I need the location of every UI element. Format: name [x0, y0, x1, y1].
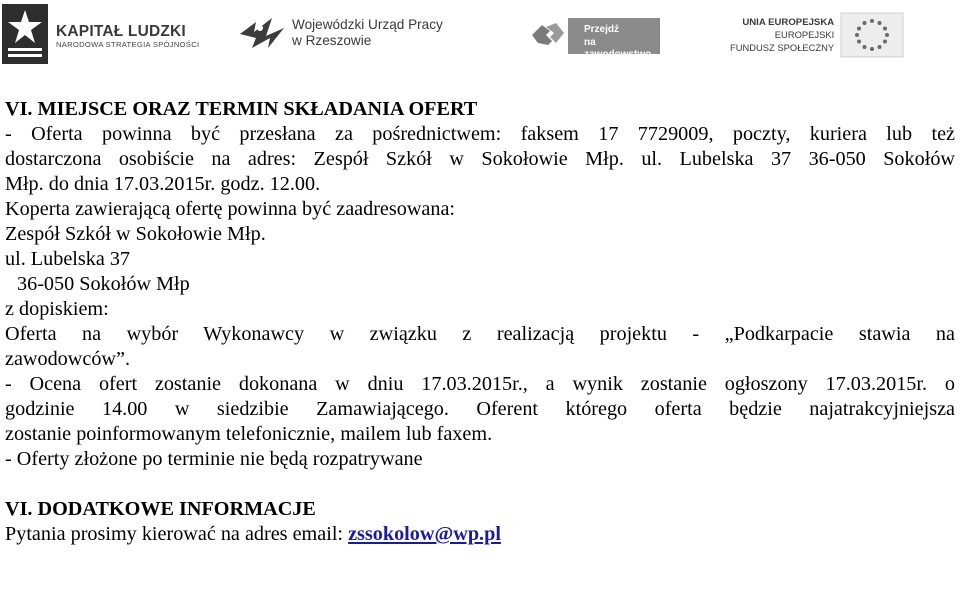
kapital-ludzki-logo: [2, 4, 199, 64]
przejdz-line2: na zawodowstwo: [584, 37, 652, 60]
ue-fund-line2: FUNDUSZ SPOŁECZNY: [730, 41, 835, 53]
kapital-ludzki-title: KAPITAŁ LUDZKI: [56, 22, 186, 40]
paragraph-line: dostarczona osobiście na adres: Zespół Szkół w Sokołowie Młp. ul. Lubelska 37 36-050 Sokołów: [5, 148, 955, 170]
wup-title-line1: Wojewódzki Urząd Pracy: [292, 17, 443, 32]
wup-emblem-icon: [238, 14, 286, 52]
contact-line: [5, 522, 955, 547]
paragraph-line: - Oferty złożone po terminie nie będą rozpatrywane: [5, 448, 423, 470]
ue-fund-line1: EUROPEJSKI: [774, 29, 835, 40]
handshake-icon: [532, 21, 564, 51]
kapital-ludzki-emblem-icon: [2, 4, 48, 64]
paragraph-line: zostanie poinformowanym telefonicznie, mailem lub faxem.: [5, 423, 493, 445]
paragraph-line: z dopiskiem:: [5, 298, 109, 320]
paragraph-line: godzinie 14.00 w siedzibie Zamawiającego. Oferent którego oferta będzie najatrakcyjniejsza: [5, 398, 955, 420]
paragraph-line: Koperta zawierającą ofertę powinna być zaadresowana:: [5, 198, 456, 220]
przejdz-badge: [568, 18, 660, 60]
wup-title-line2: w Rzeszowie: [292, 33, 372, 48]
section-heading-additional-info: VI. DODATKOWE INFORMACJE: [5, 498, 316, 520]
address-line: Zespół Szkół w Sokołowie Młp.: [5, 223, 266, 245]
przejdz-logo: [532, 18, 660, 60]
logo-strip: [0, 0, 960, 70]
wup-logo: [238, 14, 443, 52]
paragraph-line: - Oferta powinna być przesłana za pośrednictwem: faksem 17 7729009, poczty, kuriera lub też: [5, 123, 955, 145]
email-link[interactable]: zssokolow@wp.pl: [348, 523, 501, 545]
przejdz-line1: Przejdź: [584, 24, 620, 35]
spacer: [5, 472, 955, 497]
document-body: [5, 97, 955, 547]
paragraph-line: zawodowców”.: [5, 348, 130, 370]
ue-logo: [730, 12, 904, 58]
paragraph-line: - Ocena ofert zostanie dokonana w dniu 17.03.2015r., a wynik zostanie ogłoszony 17.03.2015r. o: [5, 373, 955, 395]
ue-title: UNIA EUROPEJSKA: [742, 17, 835, 28]
section-heading-place-and-deadline: VI. MIEJSCE ORAZ TERMIN SKŁADANIA OFERT: [5, 98, 478, 120]
paragraph-line: Oferta na wybór Wykonawcy w związku z realizacją projektu - „Podkarpacie stawia na: [5, 323, 955, 345]
paragraph-line: Młp. do dnia 17.03.2015r. godz. 12.00.: [5, 173, 321, 195]
address-line: 36-050 Sokołów Młp: [17, 273, 190, 295]
contact-text: Pytania prosimy kierować na adres email:: [5, 523, 349, 545]
address-line: ul. Lubelska 37: [5, 248, 131, 270]
kapital-ludzki-subtitle: NARODOWA STRATEGIA SPÓJNOŚCI: [56, 39, 200, 49]
eu-flag-icon: [840, 12, 904, 58]
